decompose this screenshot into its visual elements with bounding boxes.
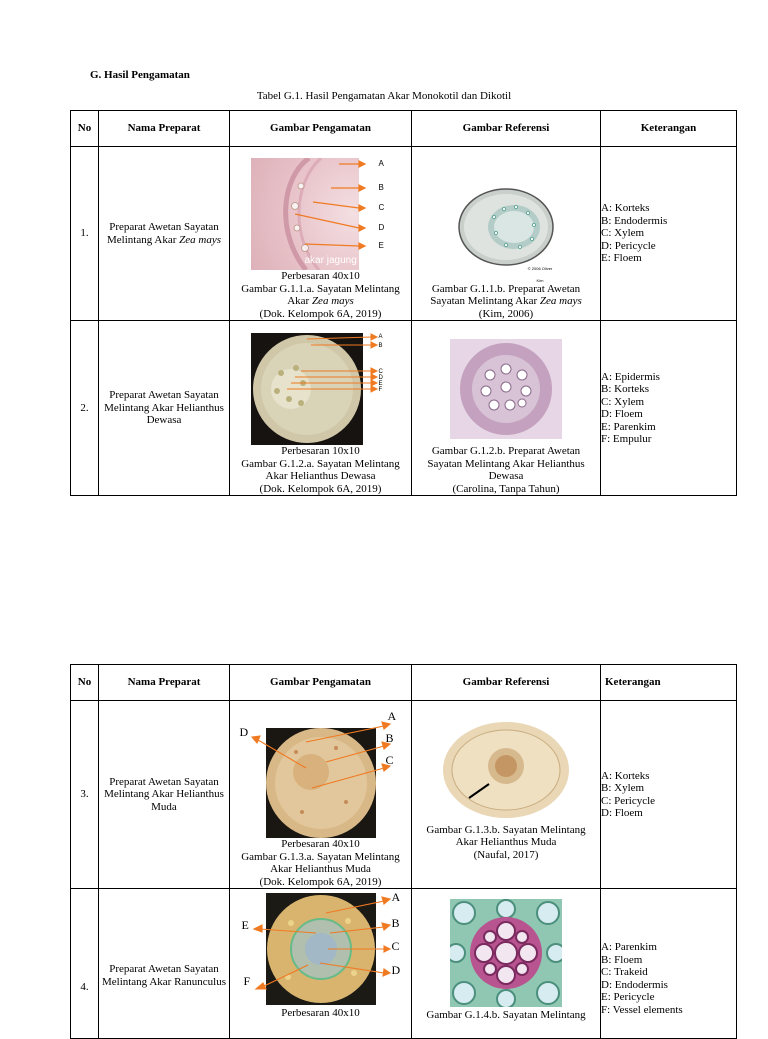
keterangan-cell (601, 701, 737, 889)
figure-label: C (378, 203, 385, 212)
reference-caption: Gambar G.1.3.b. Sayatan Melintang (426, 823, 586, 836)
caption-text: Sayatan Melintang Akar (430, 295, 540, 307)
figure-label: A (391, 890, 401, 904)
preparat-species: Zea mays (179, 233, 221, 246)
figure-source: (Dok. Kelompok 6A, 2019) (259, 307, 382, 320)
figure-caption: Gambar G.1.2.a. Sayatan Melintang (241, 457, 400, 470)
figure-label: D (239, 725, 249, 739)
figure-source: (Dok. Kelompok 6A, 2019) (259, 482, 382, 495)
corn-root-reference-image (456, 187, 556, 271)
observation-cell (230, 321, 412, 496)
reference-cell (412, 321, 601, 496)
keterangan-item: B: Floem (601, 953, 643, 966)
preparat-name: Preparat Awetan Sayatan Melintang Akar Ranunculus (99, 889, 230, 1039)
figure-label: B (391, 916, 400, 930)
preparat-name (99, 147, 230, 321)
observation-cell (230, 701, 412, 889)
reference-caption: Dewasa (488, 470, 524, 482)
reference-cell (412, 701, 601, 889)
magnification-text: Perbesaran 40x10 (281, 270, 360, 282)
magnification-text: Perbesaran 40x10 (281, 838, 360, 850)
figure-label: D (378, 375, 383, 381)
figure-label: A (378, 334, 383, 340)
figure-label: A (387, 709, 397, 723)
header-gambar-referensi: Gambar Referensi (412, 111, 601, 147)
keterangan-cell (601, 147, 737, 321)
observation-figure (236, 709, 406, 838)
table-row (71, 321, 737, 496)
observation-figure (236, 890, 406, 1005)
reference-caption (412, 295, 600, 308)
reference-caption: Gambar G.1.2.b. Preparat Awetan (431, 445, 581, 457)
figure-label: D (391, 963, 401, 977)
keterangan-item: D: Floem (601, 807, 643, 819)
reference-source: (Kim, 2006) (478, 307, 534, 320)
reference-caption: Gambar G.1.1.b. Preparat Awetan (431, 282, 581, 295)
figure-label: C (378, 369, 383, 375)
figure-label: F (378, 387, 383, 393)
magnification-text: Perbesaran 10x10 (281, 445, 360, 457)
micrograph-overlay-text: akar jagung (304, 255, 357, 266)
keterangan-item: B: Endodermis (601, 214, 668, 227)
reference-caption: Sayatan Melintang Akar Helianthus (427, 457, 585, 470)
table-row (71, 889, 737, 1039)
helianthus-adult-micrograph (251, 333, 391, 445)
reference-figure (450, 339, 562, 439)
helianthus-young-reference-image (441, 720, 571, 820)
header-no: No (71, 111, 99, 147)
preparat-name-text: Preparat Awetan Sayatan Melintang Akar (107, 221, 219, 246)
header-nama-preparat: Nama Preparat (99, 665, 230, 701)
caption-text: Akar (287, 295, 312, 307)
section-title: G. Hasil Pengamatan (90, 69, 190, 81)
table-row (71, 701, 737, 889)
header-keterangan: Keterangan (601, 111, 737, 147)
ranunculus-micrograph (236, 890, 406, 1005)
keterangan-item: D: Pericycle (601, 239, 656, 252)
figure-caption: Gambar G.1.1.a. Sayatan Melintang (241, 282, 400, 295)
keterangan-item: D: Floem (601, 408, 643, 420)
helianthus-young-micrograph (236, 709, 406, 838)
preparat-name: Preparat Awetan Sayatan Melintang Akar Helianthus Muda (99, 701, 230, 889)
observation-figure (251, 158, 391, 270)
table-header-row (71, 111, 737, 147)
figure-label: E (378, 241, 384, 250)
figure-caption: Akar Helianthus Dewasa (265, 470, 376, 482)
keterangan-item: E: Parenkim (601, 420, 656, 433)
keterangan-item: A: Parenkim (601, 941, 657, 953)
keterangan-item: F: Empulur (601, 433, 652, 445)
keterangan-item: A: Korteks (601, 769, 650, 782)
reference-figure (456, 187, 556, 283)
helianthus-adult-reference-image (450, 339, 562, 439)
reference-caption: Akar Helianthus Muda (455, 836, 557, 848)
observation-table-2 (70, 664, 737, 1039)
header-nama-preparat: Nama Preparat (99, 111, 230, 147)
reference-watermark: © 2006 Oliver Kim (527, 265, 553, 283)
table-header-row (71, 665, 737, 701)
figure-label: B (385, 731, 394, 745)
figure-label: B (378, 183, 384, 192)
reference-source: (Carolina, Tanpa Tahun) (452, 482, 560, 495)
keterangan-item: A: Korteks (601, 202, 650, 215)
row-number: 4. (71, 889, 99, 1039)
figure-label: E (241, 918, 249, 932)
row-number: 1. (71, 147, 99, 321)
reference-figure (450, 899, 562, 1007)
figure-label: A (378, 159, 384, 168)
observation-figure (251, 333, 391, 445)
keterangan-item: B: Xylem (601, 782, 645, 794)
observation-cell (230, 889, 412, 1039)
keterangan-item: E: Pericycle (601, 991, 655, 1003)
reference-cell (412, 147, 601, 321)
figure-label: F (243, 974, 251, 988)
header-gambar-pengamatan: Gambar Pengamatan (230, 665, 412, 701)
header-gambar-referensi: Gambar Referensi (412, 665, 601, 701)
keterangan-item: B: Korteks (601, 383, 649, 395)
caption-species: Zea mays (539, 295, 582, 307)
preparat-name: Preparat Awetan Sayatan Melintang Akar Helianthus Dewasa (99, 321, 230, 496)
keterangan-item: F: Vessel elements (601, 1003, 683, 1016)
keterangan-item: A: Epidermis (601, 370, 660, 383)
observation-cell (230, 147, 412, 321)
keterangan-cell (601, 321, 737, 496)
keterangan-cell (601, 889, 737, 1039)
figure-label: B (378, 343, 383, 349)
figure-label: D (378, 223, 385, 232)
figure-label: C (391, 939, 400, 953)
reference-caption: Gambar G.1.4.b. Sayatan Melintang (426, 1009, 586, 1021)
keterangan-item: C: Xylem (601, 395, 645, 408)
keterangan-item: C: Xylem (601, 227, 645, 240)
row-number: 2. (71, 321, 99, 496)
reference-source: (Naufal, 2017) (473, 848, 539, 861)
header-keterangan: Keterangan (601, 665, 737, 701)
table-caption: Tabel G.1. Hasil Pengamatan Akar Monokotil dan Dikotil (256, 90, 512, 102)
observation-table-1 (70, 110, 737, 496)
keterangan-item: E: Floem (601, 252, 642, 265)
figure-label: E (378, 381, 383, 387)
ranunculus-reference-image (450, 899, 562, 1007)
figure-caption: Gambar G.1.3.a. Sayatan Melintang (241, 850, 400, 863)
figure-caption (230, 295, 411, 308)
magnification-text: Perbesaran 40x10 (281, 1007, 360, 1019)
figure-source: (Dok. Kelompok 6A, 2019) (259, 875, 382, 888)
reference-figure (441, 720, 571, 820)
figure-caption: Akar Helianthus Muda (270, 863, 371, 875)
keterangan-item: D: Endodermis (601, 978, 668, 991)
row-number: 3. (71, 701, 99, 889)
header-gambar-pengamatan: Gambar Pengamatan (230, 111, 412, 147)
table-row (71, 147, 737, 321)
keterangan-item: C: Pericycle (601, 794, 656, 807)
corn-root-micrograph (251, 158, 391, 270)
figure-label: C (385, 753, 394, 767)
keterangan-item: C: Trakeid (601, 966, 648, 978)
caption-species: Zea mays (311, 295, 354, 307)
reference-cell (412, 889, 601, 1039)
header-no: No (71, 665, 99, 701)
